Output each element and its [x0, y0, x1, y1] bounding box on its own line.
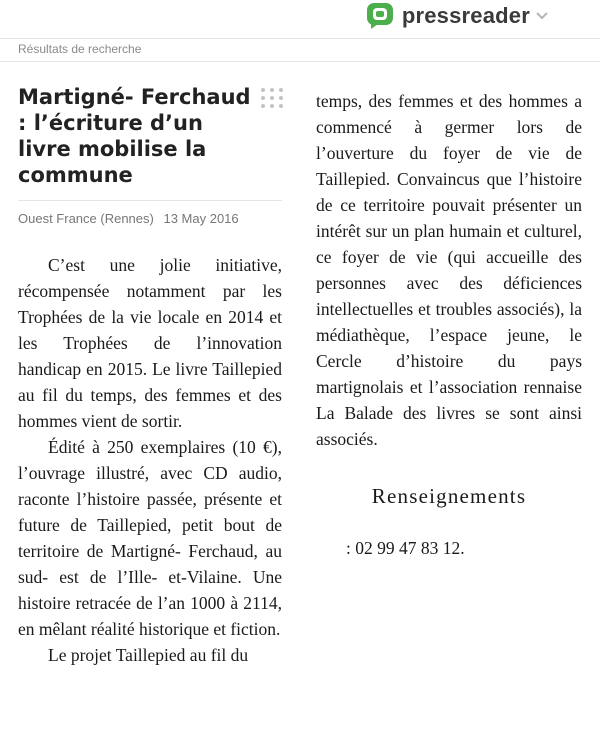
chevron-down-icon[interactable]: [536, 12, 548, 20]
article-title: Martigné- Ferchaud : l’écriture d’un livre mobilise la commune: [18, 85, 251, 187]
article-right-column: [316, 88, 582, 561]
article-source[interactable]: Ouest France (Rennes): [18, 211, 154, 226]
breadcrumb[interactable]: Résultats de recherche: [18, 42, 142, 56]
brand[interactable]: [366, 0, 548, 32]
pressreader-logo-icon: [366, 2, 394, 30]
article-left-column: [18, 84, 282, 668]
breadcrumb-bar: [0, 38, 600, 62]
article-paragraph: temps, des femmes et des hommes a commencé à germer lors de l’ouverture du foyer de vie de Taillepied. Convaincus que l’histoire de ce territoire pouvait présenter un intérêt sur un plan humain et culturel, ce foyer de vie (qui accueille des personnes avec des déficiences intellectuelles et troubles associés), la médiathèque, l’espace jeune, le Cercle d’histoire du pays martignolais et l’association rennaise La Balade des livres se sont ainsi associés.: [316, 91, 582, 449]
article-meta: [18, 200, 282, 226]
article-body-left: [18, 252, 282, 668]
contact-phone: : 02 99 47 83 12.: [346, 538, 465, 558]
drag-grip-icon[interactable]: [260, 86, 284, 110]
article-date: 13 May 2016: [163, 211, 239, 226]
brand-name: pressreader: [401, 3, 530, 28]
top-bar: [0, 0, 600, 38]
section-heading: Renseignements: [371, 484, 527, 508]
article-paragraph: Édité à 250 exemplaires (10 €), l’ouvrage illustré, avec CD audio, raconte l’histoire passée, présente et future de Taillepied, petit bout de territoire de Martigné- Ferchaud, au sud- est de l’Ille- et-Vilaine. Une histoire retracée de l’an 1000 à 2114, en mêlant réalité historique et fiction.: [18, 437, 282, 639]
article-paragraph: Le projet Taillepied au fil du: [48, 645, 249, 665]
article-paragraph: C’est une jolie initiative, récompensée notamment par les Trophées de la vie locale en 2014 et les Trophées de l’innovation handicap en 2015. Le livre Taillepied au fil du temps, des femmes et des hommes vient de sortir.: [18, 255, 282, 431]
